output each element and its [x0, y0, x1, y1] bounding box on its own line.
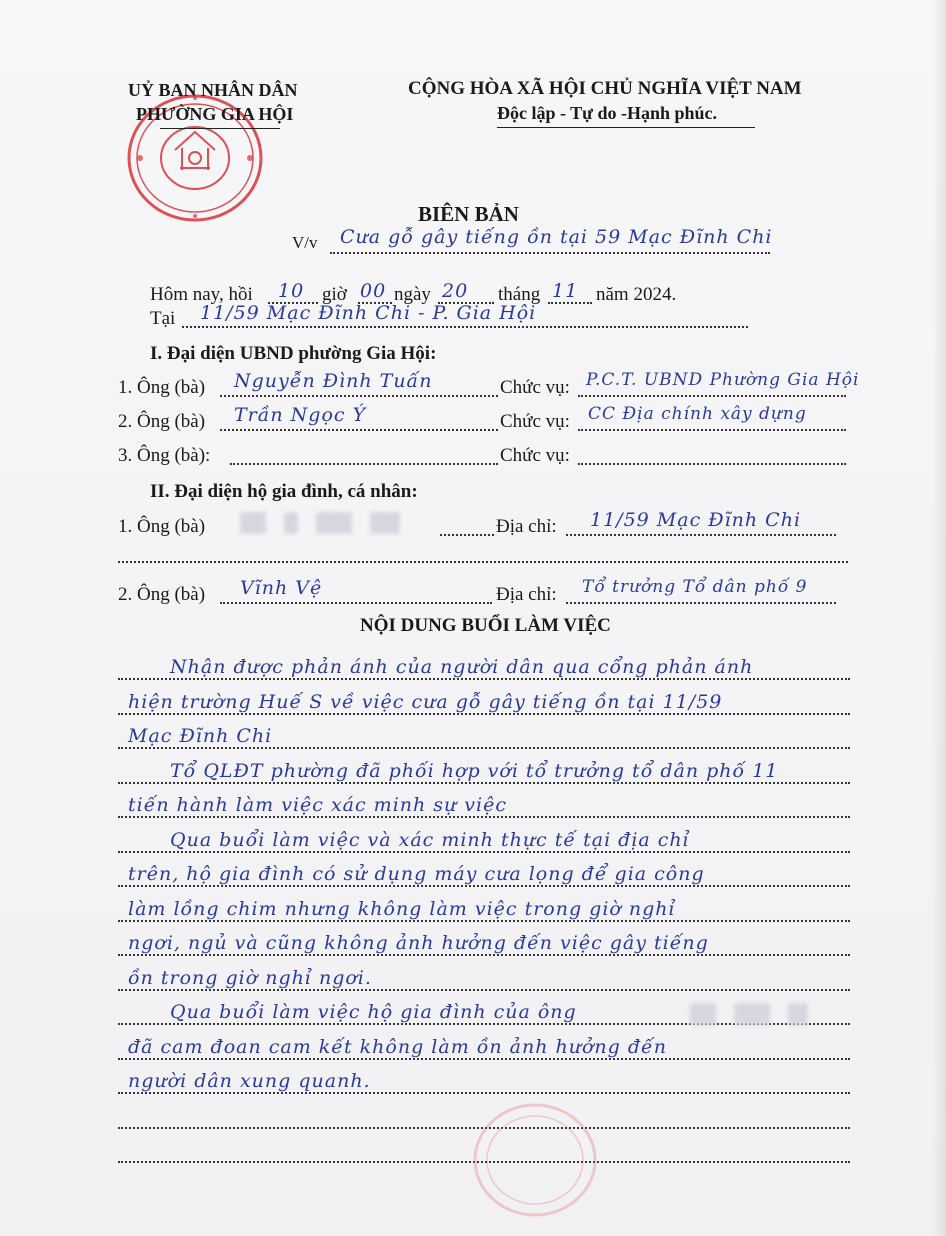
month-dotline — [548, 302, 592, 304]
s1-row1-name: Nguyễn Đình Tuấn — [234, 370, 433, 392]
content-line: Qua buổi làm việc và xác minh thực tế tại địa chỉ — [170, 829, 690, 851]
nation-name: CỘNG HÒA XÃ HỘI CHỦ NGHĨA VIỆT NAM — [408, 78, 802, 99]
section2-heading: II. Đại diện hộ gia đình, cá nhân: — [150, 481, 418, 502]
month-value: 11 — [552, 280, 579, 302]
content-dotline — [118, 920, 850, 922]
s1-row2-name-dots — [220, 429, 498, 431]
content-dotline — [118, 885, 850, 887]
content-line: Qua buổi làm việc hộ gia đình của ông — [170, 1001, 577, 1023]
redacted-owner-name — [690, 1003, 826, 1025]
content-dotline — [118, 713, 850, 715]
s2-row2-addr: Tổ trưởng Tổ dân phố 9 — [582, 577, 808, 597]
content-line: đã cam đoan cam kết không làm ồn ảnh hưởng đến — [128, 1036, 667, 1058]
place-label: Tại — [150, 308, 176, 329]
subject-value: Cưa gỗ gây tiếng ồn tại 59 Mạc Đĩnh Chi — [340, 226, 773, 248]
document-title: BIÊN BẢN — [418, 202, 519, 226]
s1-row1-role: P.C.T. UBND Phường Gia Hội — [586, 370, 860, 390]
redacted-name — [240, 512, 418, 534]
faint-red-stamp — [470, 1100, 600, 1220]
content-line: hiện trường Huế S về việc cưa gỗ gây tiếng ồn tại 11/59 — [128, 691, 723, 713]
s1-row2-label: 2. Ông (bà) — [118, 411, 206, 432]
content-heading: NỘI DUNG BUỔI LÀM VIỆC — [360, 615, 611, 636]
s1-row1-label: 1. Ông (bà) — [118, 377, 206, 398]
date-label-5: năm 2024. — [596, 284, 677, 305]
s1-row3-role-dots — [578, 463, 846, 465]
subject-dotline — [330, 252, 770, 254]
s2-extra-dotline — [118, 561, 848, 563]
page-edge-shadow — [932, 0, 946, 1236]
content-dotline — [118, 747, 850, 749]
s2-row1-name-dots — [440, 534, 494, 536]
s1-row3-role-label: Chức vụ: — [500, 445, 570, 466]
content-line: người dân xung quanh. — [128, 1070, 371, 1092]
day-value: 20 — [442, 280, 469, 302]
content-dotline — [118, 954, 850, 956]
s1-row3-label: 3. Ông (bà): — [118, 445, 211, 466]
s2-row1-addr-label: Địa chỉ: — [496, 516, 557, 537]
content-line: làm lồng chim nhưng không làm việc trong giờ nghỉ — [128, 898, 676, 920]
s1-row1-role-dots — [578, 395, 846, 397]
s1-row2-role-label: Chức vụ: — [500, 411, 570, 432]
subject-prefix: V/v — [292, 233, 318, 252]
date-label-2: giờ — [322, 284, 347, 305]
nation-motto: Độc lập - Tự do -Hạnh phúc. — [497, 103, 718, 123]
content-line: ngơi, ngủ và cũng không ảnh hưởng đến việc gây tiếng — [128, 932, 709, 954]
s2-row2-addr-label: Địa chỉ: — [496, 584, 557, 605]
s1-row1-role-label: Chức vụ: — [500, 377, 570, 398]
content-dotline — [118, 1058, 850, 1060]
date-label-4: tháng — [498, 284, 541, 305]
content-line: ồn trong giờ nghỉ ngơi. — [128, 967, 372, 989]
s1-row2-name: Trần Ngọc Ý — [234, 404, 367, 426]
content-dotline — [118, 1092, 850, 1094]
org-name-line1: UỶ BAN NHÂN DÂN — [128, 80, 298, 100]
hour-value: 10 — [278, 280, 305, 302]
date-label-3: ngày — [394, 284, 431, 305]
content-dotline — [118, 851, 850, 853]
content-line: Mạc Đĩnh Chi — [128, 725, 273, 747]
motto-underline — [497, 127, 755, 128]
section1-heading: I. Đại diện UBND phường Gia Hội: — [150, 343, 437, 364]
minute-value: 00 — [360, 280, 387, 302]
s2-row1-addr-dots — [566, 534, 836, 536]
s2-row2-addr-dots — [566, 602, 836, 604]
place-value: 11/59 Mạc Đĩnh Chi - P. Gia Hội — [200, 302, 537, 324]
content-line: tiến hành làm việc xác minh sự việc — [128, 794, 508, 816]
s2-row1-label: 1. Ông (bà) — [118, 516, 206, 537]
date-label-1: Hôm nay, hồi — [150, 284, 253, 305]
s1-row2-role-dots — [578, 429, 846, 431]
content-line: Nhận được phản ánh của người dân qua cổng phản ánh — [170, 656, 754, 678]
s2-row1-addr: 11/59 Mạc Đĩnh Chi — [590, 509, 802, 531]
org-underline — [160, 128, 280, 129]
s1-row2-role: CC Địa chính xây dựng — [588, 404, 807, 424]
content-dotline — [118, 989, 850, 991]
content-dotline — [118, 816, 850, 818]
s2-row2-name: Vĩnh Vệ — [240, 577, 323, 599]
content-dotline — [118, 782, 850, 784]
content-line: trên, hộ gia đình có sử dụng máy cưa lọng để gia công — [128, 863, 705, 885]
s2-row2-name-dots — [220, 602, 492, 604]
s1-row1-name-dots — [220, 395, 498, 397]
s1-row3-name-dots — [230, 463, 498, 465]
place-dotline — [182, 326, 748, 328]
org-name-line2: PHƯỜNG GIA HỘI — [136, 104, 294, 124]
s2-row2-label: 2. Ông (bà) — [118, 584, 206, 605]
content-dotline — [118, 678, 850, 680]
content-line: Tổ QLĐT phường đã phối hợp với tổ trưởng tổ dân phố 11 — [170, 760, 779, 782]
